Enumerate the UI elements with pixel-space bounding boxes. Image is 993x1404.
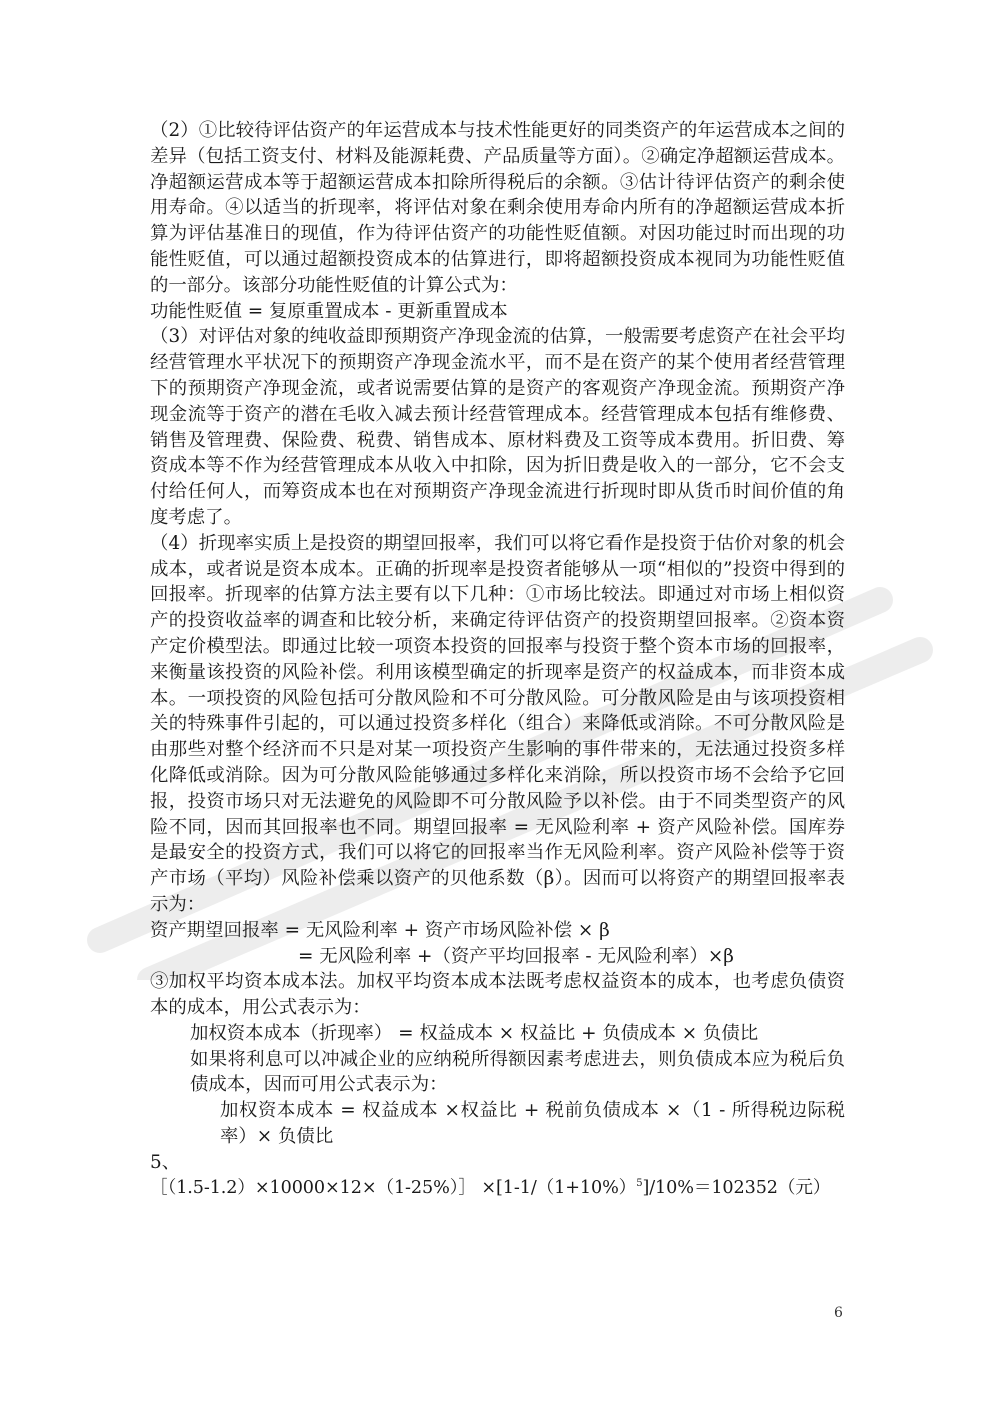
calc-part-b: ]/10%＝102352（元） [642, 1177, 831, 1198]
calc-exponent: 5 [636, 1177, 643, 1189]
wacc-after-tax-formula: 加权资本成本 = 权益成本 ×权益比 + 税前负债成本 ×（1 - 所得税边际税率）× 负债比 [220, 1100, 845, 1148]
expected-return-formula: 资产期望回报率 = 无风险利率 + 资产市场风险补偿 × β [150, 919, 610, 941]
paragraph-2: （2）①比较待评估资产的年运营成本与技术性能更好的同类资产的年运营成本之间的差异（包括工资支付、材料及能源耗费、产品质量等方面）。②确定净超额运营成本。净超额运营成本等于超额运营成本扣除所得税后的余额。③估计待评估资产的剩余使用寿命。④以适当的折现率，将评估对象在剩余使用寿命内所有的净超额运营成本折算为评估基准日的现值，作为待评估资产的功能性贬值额。对因功能过时而出现的功能性贬值，可以通过超额投资成本的估算进行，即将超额投资成本视同为功能性贬值的一部分。该部分功能性贬值的计算公式为： [150, 120, 845, 296]
question-5-label: 5、 [150, 1151, 181, 1173]
calc-part-a: ［（1.5-1.2）×10000×12×（1-25%）］ ×[1-1/（1+10%） [150, 1177, 637, 1198]
functional-depreciation-formula: 功能性贬值 = 复原重置成本 - 更新重置成本 [150, 300, 508, 322]
page-number: 6 [834, 1305, 843, 1321]
paragraph-3: （3）对评估对象的纯收益即预期资产净现金流的估算，一般需要考虑资产在社会平均经营管理水平状况下的预期资产净现金流水平，而不是在资产的某个使用者经营管理下的预期资产净现金流，或者说需要估算的是资产的客观资产净现金流。预期资产净现金流等于资产的潜在毛收入减去预计经营管理成本。经营管理成本包括有维修费、销售及管理费、保险费、税费、销售成本、原材料费及工资等成本费用。折旧费、筹资成本等不作为经营管理成本从收入中扣除，因为折旧费是收入的一部分，它不会支付给任何人，而筹资成本也在对预期资产净现金流进行折现时即从货币时间价值的角度考虑了。 [150, 326, 845, 528]
question-5-calculation [150, 1176, 845, 1202]
wacc-method-text: ③加权平均资本成本法。加权平均资本成本法既考虑权益资本的成本，也考虑负债资本的成本，用公式表示为： [150, 971, 845, 1019]
after-tax-note: 如果将利息可以冲减企业的应纳税所得额因素考虑进去，则负债成本应为税后负债成本，因而可用公式表示为： [190, 1048, 845, 1096]
paragraph-4: （4）折现率实质上是投资的期望回报率，我们可以将它看作是投资于估价对象的机会成本，或者说是资本成本。正确的折现率是投资者能够从一项“相似的”投资中得到的回报率。折现率的估算方法主要有以下几种：①市场比较法。即通过对市场上相似资产的投资收益率的调查和比较分析，来确定待评估资产的投资期望回报率。②资本资产定价模型法。即通过比较一项资本投资的回报率与投资于整个资本市场的回报率，来衡量该投资的风险补偿。利用该模型确定的折现率是资产的权益成本，而非资本成本。一项投资的风险包括可分散风险和不可分散风险。可分散风险是由与该项投资相关的特殊事件引起的，可以通过投资多样化（组合）来降低或消除。不可分散风险是由那些对整个经济而不只是对某一项投资产生影响的事件带来的，无法通过投资多样化降低或消除。因为可分散风险能够通过多样化来消除，所以投资市场不会给予它回报，投资市场只对无法避免的风险即不可分散风险予以补偿。由于不同类型资产的风险不同，因而其回报率也不同。期望回报率 = 无风险利率 + 资产风险补偿。国库券是最安全的投资方式，我们可以将它的回报率当作无风险利率。资产风险补偿等于资产市场（平均）风险补偿乘以资产的贝他系数（β）。因而可以将资产的期望回报率表示为： [150, 532, 845, 915]
document-body [150, 118, 845, 1201]
expected-return-formula-expanded: = 无风险利率 +（资产平均回报率 - 无风险利率）×β [298, 945, 734, 967]
wacc-formula: 加权资本成本（折现率） = 权益成本 × 权益比 + 负债成本 × 负债比 [190, 1022, 759, 1044]
